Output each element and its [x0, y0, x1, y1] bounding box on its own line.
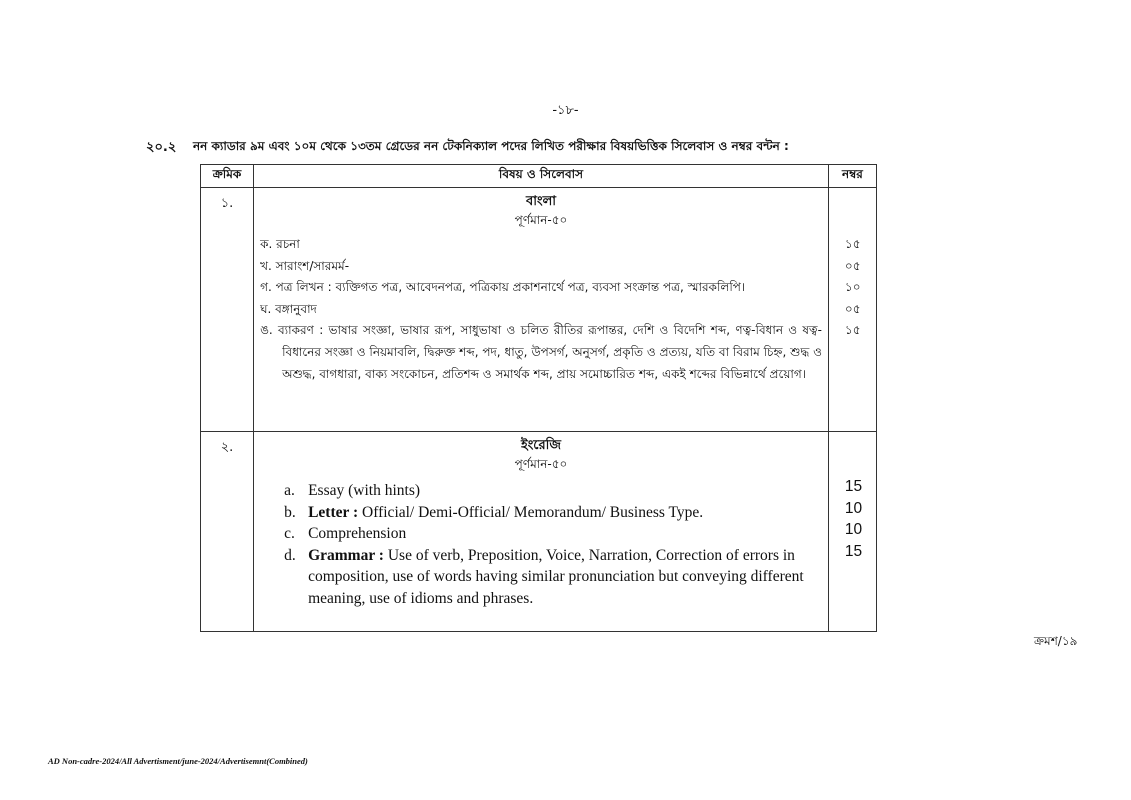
- item-label: Letter :: [308, 503, 359, 521]
- list-item: খ. সারাংশ/সারমর্ম-: [260, 258, 350, 273]
- list-item: ঙ. ব্যাকরণ : ভাষার সংজ্ঞা, ভাষার রূপ, সাধুভাষা ও চলিত রীতির রূপান্তর, দেশি ও বিদেশি শব্দ, ণত্ব-বিধান ও ষত্ব-বিধানের সংজ্ঞা ও নিয়মাবলি, দ্বিরুক্ত শব্দ, পদ, ধাতু, উপসর্গ, অনুসর্গ, প্রকৃতি ও প্রত্যয়, যতি বা বিরাম চিহ্ন, শুদ্ধ ও অশুদ্ধ, বাগধারা, বাক্য সংকোচন, প্রতিশব্দ ও সমার্থক শব্দ, প্রায় সমোচ্চারিত শব্দ, একই শব্দের বিভিন্নার্থে প্রয়োগ।: [260, 323, 822, 381]
- list-text: [308, 545, 820, 610]
- list-letter: c.: [284, 525, 295, 542]
- mark-value: 10: [844, 499, 863, 517]
- syllabus-table: [200, 164, 877, 632]
- continued-note: ক্রমশ/১৯: [1034, 634, 1078, 648]
- full-marks-bangla: পূর্ণমান-৫০: [514, 213, 568, 227]
- list-item: [284, 545, 820, 610]
- list-item: [284, 523, 820, 545]
- mark-value: 15: [844, 478, 863, 495]
- header-subject: বিষয় ও সিলেবাস: [254, 165, 829, 188]
- item-text: Essay (with hints): [308, 482, 421, 499]
- list-item: [284, 480, 820, 502]
- list-item: [284, 502, 820, 524]
- serial-cell: ২.: [201, 432, 254, 632]
- item-label: Grammar :: [308, 546, 384, 564]
- serial-cell: ১.: [201, 188, 254, 432]
- list-letter: d.: [284, 546, 296, 564]
- subject-cell-english: [254, 432, 829, 632]
- mark-value: ০৫: [844, 258, 861, 273]
- list-text: [308, 502, 820, 524]
- subject-title-english: ইংরেজি: [520, 438, 562, 453]
- marks-cell-bangla: [828, 188, 876, 432]
- item-text: Comprehension: [308, 525, 407, 542]
- section-number: ২০.২: [146, 140, 177, 155]
- table-row-english: [201, 432, 877, 632]
- mark-value: ১৫: [844, 323, 861, 338]
- footer-file-path: AD Non-cadre-2024/All Advertisment/june-2024/Advertisemnt(Combined): [48, 756, 308, 766]
- header-serial: ক্রমিক: [201, 165, 254, 188]
- table-header-row: [201, 165, 877, 188]
- list-text: [308, 480, 820, 502]
- english-syllabus-list: [254, 480, 828, 609]
- list-letter: a.: [284, 482, 295, 499]
- marks-cell-english: [828, 432, 876, 632]
- list-item: ক. রচনা: [260, 237, 300, 251]
- list-item: গ. পত্র লিখন : ব্যক্তিগত পত্র, আবেদনপত্র, পত্রিকায় প্রকাশনার্থে পত্র, ব্যবসা সংক্রান্ত পত্র, স্মারকলিপি।: [260, 280, 746, 295]
- page-number: -১৮-: [552, 103, 579, 118]
- mark-value: 10: [844, 521, 863, 538]
- mark-value: 15: [844, 542, 863, 560]
- full-marks-english: পূর্ণমান-৫০: [514, 457, 568, 471]
- mark-value: ১৫: [844, 237, 861, 251]
- item-text: Use of verb, Preposition, Voice, Narration, Correction of errors in composition, use of words having similar pronunciation but conveying different meaning, use of idioms and phrases.: [308, 546, 804, 607]
- header-marks: নম্বর: [828, 165, 876, 188]
- table-row-bangla: [201, 188, 877, 432]
- mark-value: ০৫: [844, 301, 861, 316]
- list-item: ঘ. বঙ্গানুবাদ: [260, 301, 317, 316]
- section-title: নন ক্যাডার ৯ম এবং ১০ম থেকে ১৩তম গ্রেডের নন টেকনিক্যাল পদের লিখিত পরীক্ষার বিষয়ভিত্তিক সিলেবাস ও নম্বর বন্টন :: [193, 139, 789, 153]
- list-text: [308, 523, 820, 545]
- bangla-syllabus-list: [254, 234, 828, 385]
- list-letter: b.: [284, 503, 296, 521]
- mark-value: ১০: [844, 280, 861, 295]
- subject-title-bangla: বাংলা: [525, 194, 557, 209]
- item-text: Official/ Demi-Official/ Memorandum/ Business Type.: [358, 503, 704, 521]
- subject-cell-bangla: [254, 188, 829, 432]
